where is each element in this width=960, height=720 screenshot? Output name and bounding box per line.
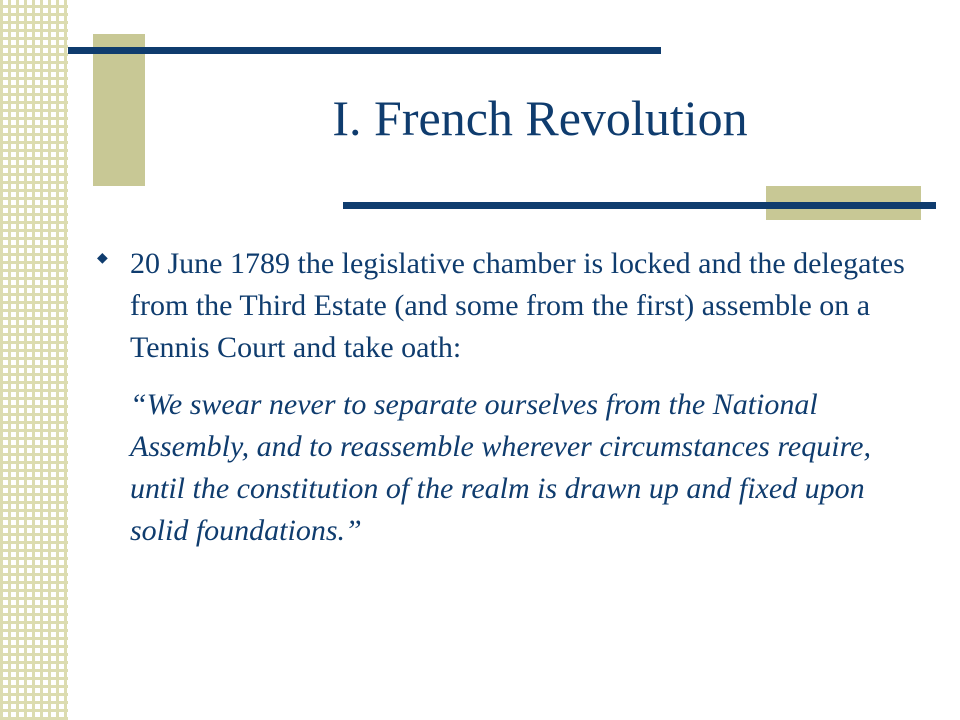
slide-body — [130, 243, 920, 552]
title-rule-top — [68, 47, 661, 54]
slide-title: I. French Revolution — [332, 90, 748, 146]
oath-quote: “We swear never to separate ourselves from the National Assembly, and to reassemble wherever circumstances require, until the constitution of the realm is drawn up and fixed upon solid foundations.” — [130, 388, 871, 547]
diamond-bullet-icon: ◆ — [97, 251, 108, 266]
title-rule-bottom — [343, 202, 936, 209]
bullet-paragraph: 20 June 1789 the legislative chamber is locked and the delegates from the Third Estate (and some from the first) assemble on a Tennis Court and take oath: — [130, 247, 905, 364]
title-accent-block-left — [93, 34, 145, 186]
side-pattern-strip — [0, 0, 68, 720]
